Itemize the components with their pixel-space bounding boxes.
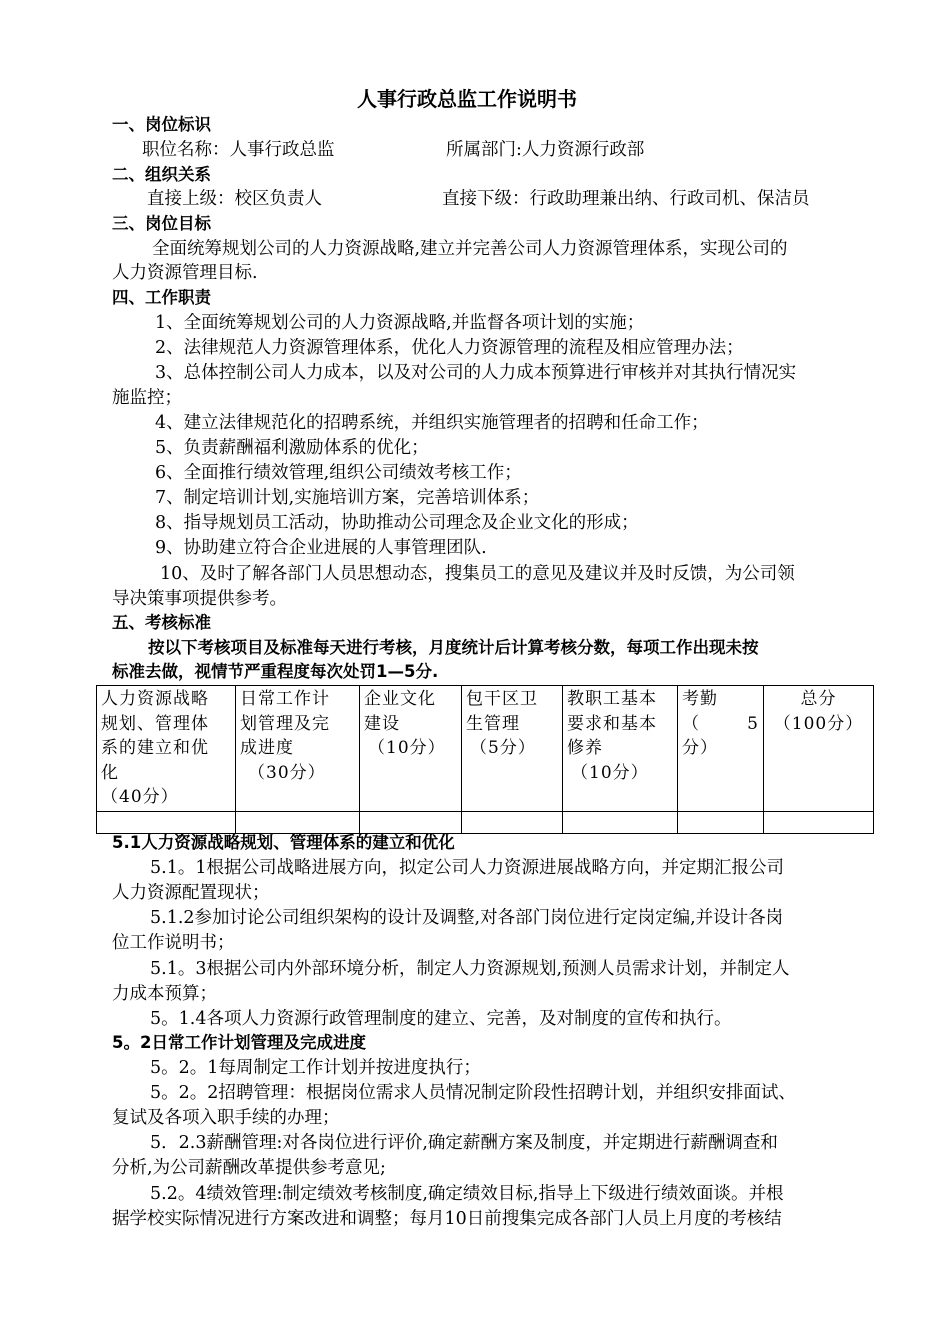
table-cell-attendance: 考勤 （ 5 分）: [678, 686, 764, 812]
direct-subordinates: 直接下级：行政助理兼出纳、行政司机、保洁员: [442, 189, 810, 209]
table-cell: [563, 811, 678, 833]
duty-item: 4、建立法律规范化的招聘系统，并组织实施管理者的招聘和任命工作；: [155, 413, 709, 433]
table-cell: [360, 811, 462, 833]
duty-item: 7、制定培训计划,实施培训方案，完善培训体系；: [155, 488, 540, 508]
paragraph-line: 5.1。1根据公司战略进展方向，拟定公司人力资源进展战略方向，并定期汇报公司: [150, 858, 784, 878]
table-cell-hygiene: 包干区卫 生管理 （5分）: [462, 686, 563, 812]
paragraph-line: 5.1.2参加讨论公司组织架构的设计及调整,对各部门岗位进行定岗定编,并设计各岗: [150, 908, 784, 928]
paragraph-line: 5.2。4绩效管理:制定绩效考核制度,确定绩效目标,指导上下级进行绩效面谈。并根: [150, 1184, 784, 1204]
department: 所属部门:人力资源行政部: [446, 140, 645, 160]
duty-item: 6、全面推行绩效管理,组织公司绩效考核工作；: [155, 463, 522, 483]
table-score-row: [97, 811, 874, 833]
duty-item: 施监控；: [112, 388, 182, 408]
duty-item: 9、协助建立符合企业进展的人事管理团队.: [155, 538, 487, 558]
assessment-table: [96, 685, 874, 834]
table-header-row: [97, 686, 874, 812]
position-name: 职位名称：人事行政总监: [142, 140, 335, 160]
paragraph-line: 5．2.3薪酬管理:对各岗位进行评价,确定薪酬方案及制度，并定期进行薪酬调查和: [150, 1133, 778, 1153]
direct-superior: 直接上级：校区负责人: [147, 189, 322, 209]
table-cell: [764, 811, 874, 833]
paragraph-line: 全面统筹规划公司的人力资源战略,建立并完善公司人力资源管理体系，实现公司的: [152, 239, 788, 259]
table-cell-daily-plan: 日常工作计 划管理及完 成进度 （30分）: [236, 686, 360, 812]
table-cell: [236, 811, 360, 833]
section-heading-5: 五、考核标准: [112, 613, 211, 632]
paragraph-line: 5.1。3根据公司内外部环境分析，制定人力资源规划,预测人员需求计划，并制定人: [150, 959, 790, 979]
table-cell-staff-requirements: 教职工基本 要求和基本 修养 （10分）: [563, 686, 678, 812]
section-heading-4: 四、工作职责: [112, 288, 211, 307]
assessment-note: 按以下考核项目及标准每天进行考核，月度统计后计算考核分数，每项工作出现未按: [148, 638, 759, 657]
duty-item: 2、法律规范人力资源管理体系，优化人力资源管理的流程及相应管理办法；: [155, 338, 744, 358]
section-heading-3: 三、岗位目标: [112, 214, 211, 233]
duty-item: 导决策事项提供参考。: [112, 589, 287, 609]
paragraph-line: 人力资源配置现状；: [112, 883, 270, 903]
duty-item: 10、及时了解各部门人员思想动态，搜集员工的意见及建议并及时反馈，为公司领: [160, 564, 795, 584]
paragraph-line: 据学校实际情况进行方案改进和调整；每月10日前搜集完成各部门人员上月度的考核结: [112, 1209, 782, 1229]
paragraph-line: 5。2。1每周制定工作计划并按进度执行；: [150, 1058, 481, 1078]
paragraph-line: 力成本预算；: [112, 984, 217, 1004]
table-cell-total: 总分 （100分）: [764, 686, 874, 812]
duty-item: 3、总体控制公司人力成本，以及对公司的人力成本预算进行审核并对其执行情况实: [155, 363, 797, 383]
table-cell: [97, 811, 236, 833]
paragraph-line: 位工作说明书；: [112, 933, 235, 953]
duty-item: 1、全面统筹规划公司的人力资源战略,并监督各项计划的实施；: [155, 313, 645, 333]
duty-item: 8、指导规划员工活动，协助推动公司理念及企业文化的形成；: [155, 513, 639, 533]
paragraph-line: 5。1.4各项人力资源行政管理制度的建立、完善，及对制度的宣传和执行。: [150, 1009, 732, 1029]
section-heading-1: 一、岗位标识: [112, 115, 211, 134]
document-title: 人事行政总监工作说明书: [357, 87, 577, 111]
paragraph-line: 复试及各项入职手续的办理；: [112, 1108, 340, 1128]
table-cell: [462, 811, 563, 833]
subsection-heading-5-2: 5。2日常工作计划管理及完成进度: [112, 1033, 366, 1052]
table-cell-culture: 企业文化 建设 （10分）: [360, 686, 462, 812]
paragraph-line: 分析,为公司薪酬改革提供参考意见;: [112, 1158, 386, 1178]
duty-item: 5、负责薪酬福利激励体系的优化；: [155, 438, 429, 458]
subsection-heading-5-1: 5.1人力资源战略规划、管理体系的建立和优化: [112, 833, 455, 852]
paragraph-line: 人力资源管理目标.: [112, 263, 258, 283]
assessment-note: 标准去做，视情节严重程度每次处罚1—5分.: [112, 662, 439, 681]
table-cell: [678, 811, 764, 833]
table-cell-hr-strategy: 人力资源战略 规划、管理体 系的建立和优 化 （40分）: [97, 686, 236, 812]
section-heading-2: 二、组织关系: [112, 165, 211, 184]
paragraph-line: 5。2。2招聘管理：根据岗位需求人员情况制定阶段性招聘计划，并组织安排面试、: [150, 1083, 796, 1103]
